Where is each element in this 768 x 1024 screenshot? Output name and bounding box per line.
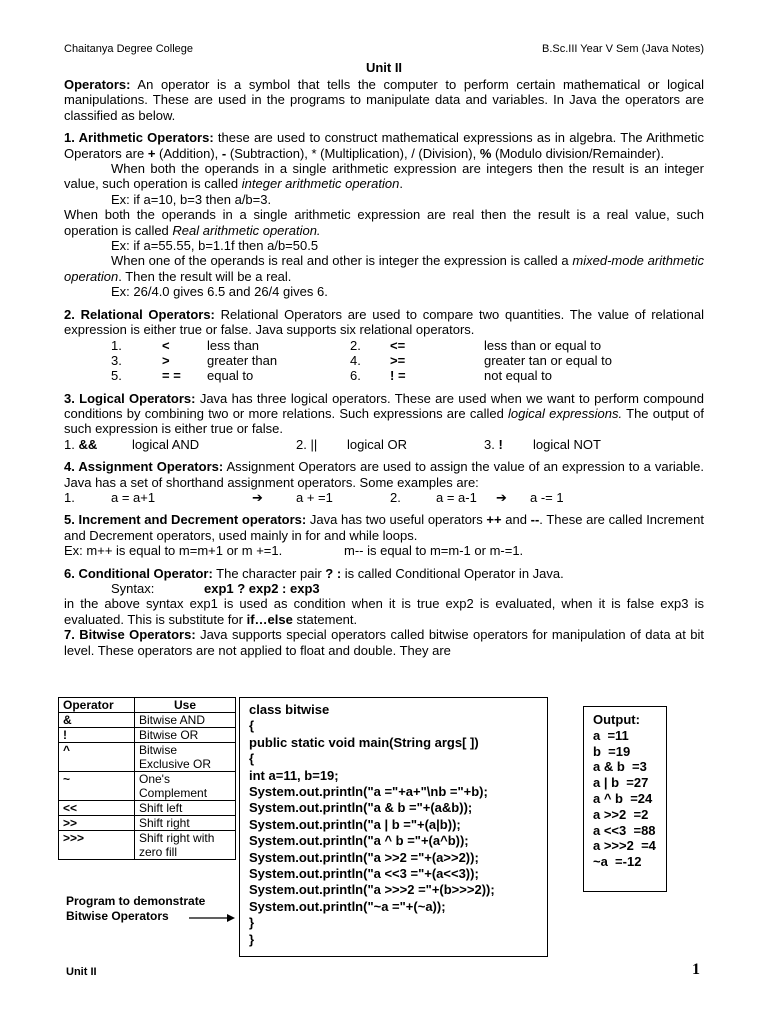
arithmetic-section: 1. Arithmetic Operators: these are used to construct mathematical expressions as in algebra. The Arithmetic Operators are + (Addition), - (Subtraction), * (Multiplication), / (Division), % (Modulo division/Remainder). (64, 130, 704, 161)
logical-item-not: 3. ! (484, 436, 503, 452)
code-listing: class bitwise { public static void main(String args[ ]) { int a=11, b=19; System.out.println("a ="+a+"\nb ="+b); System.out.println("a & b ="+(a&b)); System.out.println("a | b ="+(a|b)); System.out.println("a ^ b ="+(a^b)); System.out.println("a >>2 ="+(a>>2)); System.out.println("a <<3 ="+(a<<3)); System.out.println("a >>>2 ="+(b>>>2)); System.out.println("~a ="+(~a)); } } (239, 697, 548, 957)
table-row: & Bitwise AND (59, 713, 236, 728)
logical-item-or: 2. || (296, 436, 318, 452)
table-header: Operator Use (59, 698, 236, 713)
table-row: >>> Shift right with zero fill (59, 831, 236, 860)
incdec-examples: Ex: m++ is equal to m=m+1 or m +=1. m-- is equal to m=m-1 or m-=1. (64, 543, 524, 559)
table-row: ~ One's Complement (59, 772, 236, 801)
program-output: Output: a =11 b =19 a & b =3 a | b =27 a ^ b =24 a >>2 =2 a <<3 =88 a >>>2 =4 ~a =-12 (583, 706, 667, 892)
table-row: >> Shift right (59, 816, 236, 831)
logical-list: 1. && logical AND 2. || logical OR 3. ! logical NOT (64, 436, 601, 452)
table-row: ^ Bitwise Exclusive OR (59, 743, 236, 772)
relational-row: 3. > greater than 4. >= greater tan or equal to (111, 352, 612, 368)
page-number: 1 (692, 961, 700, 978)
relational-section: 2. Relational Operators: Relational Operators are used to compare two quantities. The value of relational expression is either true or false. Java supports six relational operators. (64, 306, 704, 338)
relational-table (64, 338, 704, 384)
relational-row: 1. < less than 2. <= less than or equal to (111, 337, 602, 353)
document-body (64, 77, 704, 658)
footer-unit: Unit II (66, 966, 97, 978)
program-label: Program to demonstrate Bitwise Operators (66, 894, 206, 923)
relational-row: 5. = = equal to 6. ! = not equal to (111, 368, 552, 384)
arithmetic-real: When both the operands in a single arithmetic expression are real then the result is a real value, such operation is called Real arithmetic operation. (64, 207, 704, 238)
conditional-syntax: Syntax: exp1 ? exp2 : exp3 (111, 581, 320, 597)
arithmetic-example-1: Ex: if a=10, b=3 then a/b=3. (111, 191, 272, 207)
table-row: ! Bitwise OR (59, 728, 236, 743)
header-course: B.Sc.III Year V Sem (Java Notes) (541, 43, 704, 55)
logical-item-and: 1. && (64, 436, 98, 452)
bitwise-section: 7. Bitwise Operators: Java supports special operators called bitwise operators for manipulation of data at bit level. These operators are not applied to float and double. They are (64, 627, 704, 658)
logical-section: 3. Logical Operators: Java has three logical operators. These are used when we want to perform compound conditions by combining two or more relations. Such expressions are called logical expressions. The output of such expression is either true or false. (64, 390, 704, 437)
incdec-section: 5. Increment and Decrement operators: Java has two useful operators ++ and --. These are called Increment and Decrement operators, used mainly in for and while loops. (64, 512, 704, 543)
table-row: << Shift left (59, 801, 236, 816)
arithmetic-integer: When both the operands in a single arithmetic expression are integers then the result is an integer value, such operation is called integer arithmetic operation. (64, 161, 704, 192)
intro-paragraph: Operators: An operator is a symbol that tells the computer to perform certain mathematical or logical manipulations. These are used in the programs to manipulate data and variables. In Java the operators are classified as below. (64, 77, 704, 123)
page-title: Unit II (365, 60, 403, 75)
assignment-section: 4. Assignment Operators: Assignment Operators are used to assign the value of an expression to a variable. Java has a set of shorthand assignment operators. Some examples are: (64, 459, 704, 490)
conditional-description: in the above syntax exp1 is used as condition when it is true exp2 is evaluated, when it is false exp3 is evaluated. This is substitute for if…else statement. (64, 596, 704, 627)
bitwise-operators-table (58, 697, 236, 860)
arithmetic-example-3: Ex: 26/4.0 gives 6.5 and 26/4 gives 6. (111, 284, 328, 300)
page-header (64, 42, 704, 58)
arithmetic-mixed: When one of the operands is real and other is integer the expression is called a mixed-mode arithmetic operation. Then the result will be a real. (64, 253, 704, 284)
header-college: Chaitanya Degree College (64, 43, 194, 55)
assignment-examples: 1. a = a+1 ➔ a + =1 2. a = a-1 ➔ a -= 1 (64, 490, 564, 506)
conditional-section: 6. Conditional Operator: The character pair ? : is called Conditional Operator in Java. (64, 565, 564, 581)
arithmetic-example-2: Ex: if a=55.55, b=1.1f then a/b=50.5 (111, 238, 319, 254)
arrow-right-icon (189, 913, 235, 923)
